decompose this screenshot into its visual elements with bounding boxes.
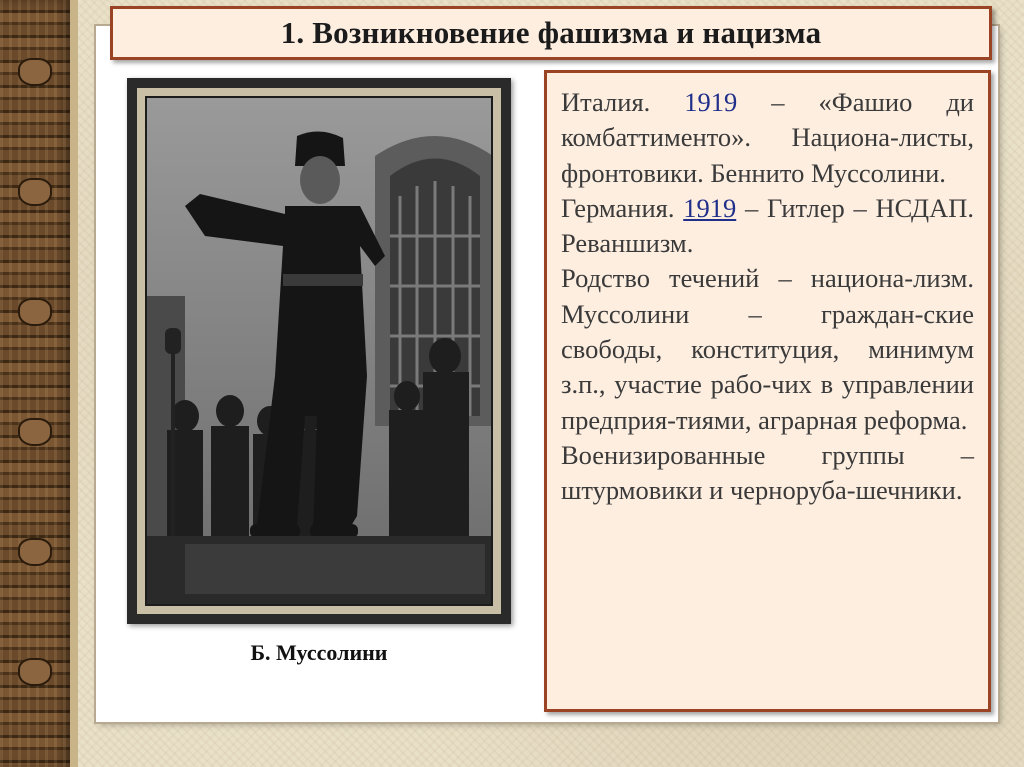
photo-illustration <box>145 96 493 606</box>
paragraph-germany <box>561 191 974 262</box>
paragraph-text: Германия. <box>561 192 684 223</box>
slide-title: 1. Возникновение фашизма и нацизма <box>280 15 822 50</box>
paragraph-paramilitary <box>561 438 974 509</box>
paragraph-text: Родство течений – национа-лизм. Муссолини – граждан-ские свободы, конституция, минимум з.п., участие рабо-чих в управлении предприя-тиями, аграрная реформа. <box>561 263 974 435</box>
left-stripe <box>70 0 78 767</box>
paragraph-text: – Гитлер – НСДАП. Реваншизм. <box>561 192 974 259</box>
left-decorative-border <box>0 0 70 767</box>
title-box <box>110 6 992 60</box>
border-ornament <box>18 658 52 686</box>
border-ornament <box>18 418 52 446</box>
photo-caption: Б. Муссолини <box>250 640 388 665</box>
paragraph-italy <box>561 85 974 191</box>
mussolini-photo <box>137 88 501 614</box>
border-ornament <box>18 538 52 566</box>
photo-frame <box>127 78 511 624</box>
year-link[interactable]: 1919 <box>683 192 737 223</box>
text-box <box>544 70 991 712</box>
paragraph-kinship <box>561 261 974 437</box>
paragraph-text: – «Фашио ди комбаттименто». Национа-листы, фронтовики. Беннито Муссолини. <box>561 87 974 188</box>
paragraph-text: Военизированные группы – штурмовики и черноруба-шечники. <box>561 439 974 506</box>
paragraph-text: Италия. <box>561 87 685 117</box>
border-ornament <box>18 298 52 326</box>
year-link[interactable]: 1919 <box>684 87 738 117</box>
border-ornament <box>18 178 52 206</box>
border-ornament <box>18 58 52 86</box>
